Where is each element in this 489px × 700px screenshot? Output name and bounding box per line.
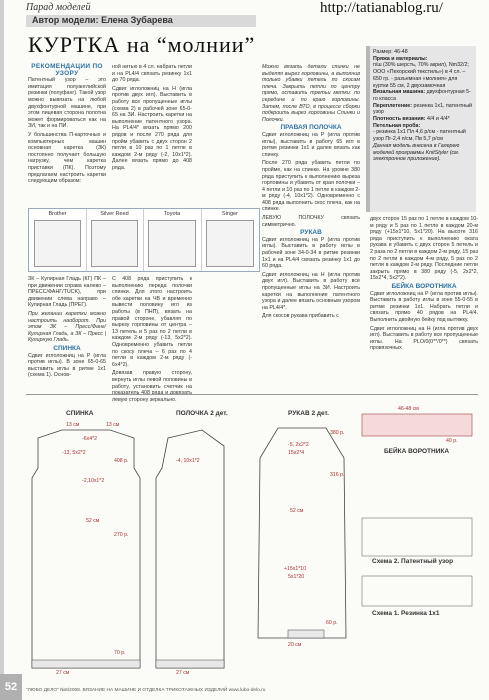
info-density-title: Плотность вязания: [373, 116, 426, 123]
col2-text-3: С 408 ряда приступить к выполнению переда полочки спинки. Для этого настроить обе каретки на ЧВ и временно вывести половину игл из работы (в ПНП), вязать на правой стороне, убавляя по вырезу горловины от центра – 13 петель и 5 раз по 2 петли в каждом 2-м ряду (-13, 5x2*2). Одновременно убавить петли по скосу плеча – 6 раз по 4 петли в каждом 2-м ряду (- 6x4*2). [112, 276, 192, 368]
scheme-2-grid [362, 518, 472, 556]
sleeve-cap-formula-1: -5, 2x2*2 [288, 442, 309, 448]
page-title: КУРТКА на “молнии” [28, 32, 256, 57]
collar-width: 46-48 см [398, 406, 419, 412]
info-loop: - резинка 1х1 Пл 4,6 р/см - патентный узор Пг-2,4 п/см, Пв 5,7 р/см [373, 129, 466, 143]
carriage-silver-reed: Silver Reed [86, 209, 144, 271]
info-note: Данная модель внесена в Галерею моделей программы KnitStyler (см. электронное приложение). [373, 142, 460, 163]
sleeve-inc-formula-1: +15x1*10 [284, 566, 307, 572]
col4-text-1: двух сторон 15 раз по 1 петле в каждом 10-м ряду и 5 раз по 1 петле в каждом 20-м ряду (+15x1*10, 5x1*20). На высоте 316 ряда приступить к выполнению оката рукава и убавить с двух сторон 5 петель и 2 раза по 2 петли в каждом 2-м ряду, 15 раз по 2 петли в каждом 4-м ряду, 5 раз по 2 петли в каждом 2-м ряду. Последние петли закрыть прямо в 380 ряду (-5, 2x2*2, 15x2*4, 5x2*2). [370, 216, 478, 282]
back-armhole-rows: 270 р. [114, 532, 129, 538]
column-4 [370, 216, 478, 354]
sleeve-cuff-width: 20 см [288, 642, 302, 648]
back-text: Сдвиг иглоложниц на Р (игла против иглы). В зоне 65-0-65 выставить иглы в ритме 1х1 (схема 1). Основ- [28, 352, 106, 379]
carriage-note: При желании каретки можно настроить наоборот. При этом ЗК – Пресс/Фанг/Кулирная Гладь, а ЗК – Пресс | Кулирную Гладь. [28, 310, 106, 344]
collar-heading: БЕЙКА ВОРОТНИКА [391, 282, 457, 290]
col2-text-4: Довязав правую сторону, вернуть иглы левой половины в работу, установить счетчик на левую сторону зеркально. [112, 370, 192, 403]
page-edge-band [0, 0, 4, 700]
back-ribbing [32, 660, 140, 668]
info-weave: резинка 1х1, патентный узор [373, 102, 472, 116]
front-label: ПОЛОЧКА 2 дет. [176, 410, 228, 417]
col2-text-1: ной нитью в 4 сл. набрать петли и на PL4/4 связать резинку 1х1 до 70 ряда. [112, 64, 192, 84]
sleeve-ribbing [288, 630, 324, 638]
front-text-2: После 270 ряда убавить петли по пройме, как на спинке. На уровне 380 ряда приступить к выполнению выреза горловины и убавить от края полочки – 4 петли и 10 раз по 1 петле в каждом 2-м ряду (-4, 10x1*2). Одновременно с 408 ряда выполнить скос плеча, как на спинке. [262, 160, 360, 213]
carriage-settings-table [28, 208, 260, 272]
info-yarn: п/ш (30% шерсть, 70% акрил), Nm32/2; ООО «Пехорский текстиль») в 4 сл. – 650 гр. - разъемная «молния» для куртки 55 см, 2 двухзамочная [373, 62, 469, 89]
column-2 [112, 64, 192, 174]
sleeve-outline [258, 428, 346, 638]
sleeve-text-3: Для скосов рукава прибавить с [262, 313, 339, 320]
scheme-2-label: Схема 2. Патентный узор [372, 558, 454, 565]
info-box [370, 46, 476, 212]
back-top-rows: 408 р. [114, 458, 129, 464]
pattern-divider [26, 394, 478, 395]
back-neck-width-left: 13 см [66, 422, 80, 428]
pattern-area [26, 398, 478, 680]
left-front-text: ЛЕВУЮ ПОЛОЧКУ связать симметрично. [262, 215, 360, 228]
collar-text-2: Сдвиг иглоложниц на Н (игла против двух игл). Выставить в работу все пропущенные иглы. На PLO/0(0**/0**) связать провязочных [370, 325, 478, 352]
footer-text: “ЛЮБО ДЕЛО” №6/2008. ВЯЗАНИЕ НА МАШИНЕ И ОТДЕЛКА ТРИКОТАЖНЫХ ИЗДЕЛИЙ www.lubo-delo.ru [26, 688, 266, 693]
back-rib-rows: 70 р. [114, 650, 126, 656]
column-2-lower [112, 276, 192, 405]
sleeve-label: РУКАВ 2 дет. [288, 410, 329, 417]
section-header: Парад моделей [26, 2, 91, 13]
sleeve-text: Сдвиг иглоложниц на Р (игла против иглы). Выставить в работу иглы в рабочей зоне 34-0-34 в ритме резинки 1х1 и на PL4/4 связать резинку 1х1 до 60 ряда. [262, 236, 360, 270]
col3-note: Можно вязать детали спинки не выделяя вырез горловины, а выполнив только убавки петель по скосам плеча. Закрыть петли по центру прямо, оставить третьи метки: по середине и по краю горловины. Затем, после ВТО, в процессе сборки подкроить вырез горловины Спинки и Полочки. [262, 64, 360, 123]
watermark-url[interactable]: http://tatianablog.ru/ [320, 0, 443, 16]
sleeve-cap-rows: 316 р. [330, 472, 345, 478]
info-density: 4/4 и 4/4* [427, 116, 450, 123]
back-label: СПИНКА [66, 410, 94, 417]
recommend-text: Патентный узор – это имитация полуанглийской резинки (полуфанг). Такой узор можно вывязать на любой двухфонтурной машине, при этом лицевая сторона полотна может формироваться как на ЗИ, так и на ПИ. [28, 77, 106, 130]
back-heading: СПИНКА [53, 344, 81, 352]
recommend-heading: РЕКОМЕНДАЦИИ ПО УЗОРУ [31, 63, 103, 77]
sleeve-heading: РУКАВ [300, 229, 322, 237]
column-3 [262, 64, 360, 322]
column-1 [28, 64, 106, 187]
collar-rows: 40 р. [446, 438, 458, 444]
sleeve-inc-formula-2: 5x1*20 [288, 574, 305, 580]
info-machine-title: Вязальная машина: [373, 89, 426, 96]
front-outline [156, 430, 224, 668]
column-1-lower [28, 276, 106, 381]
front-text: Сдвиг иглоложниц на Р (игла против иглы), выставить в работу 65 игл в ритме резинки 1х1 и далее вязать как спинку. [262, 131, 360, 158]
carriage-legend: ЗК – Кулирная Гладь (КГ) ПК – при движении справа налево – ПРЕСС/ФАНГ/TUCK), при движении слева направо – Кулирная Гладь (ПРЕГ). [28, 276, 106, 309]
front-neck-formula: -4, 10x1*2 [176, 458, 200, 464]
collar-label: БЕЙКА ВОРОТНИКА [384, 448, 450, 455]
page-number: 52 [0, 674, 22, 700]
info-loop-title: Петельная проба: [373, 122, 421, 129]
back-outline [32, 430, 140, 668]
author-line: Автор модели: Елена Зубарева [32, 15, 173, 25]
info-yarn-title: Пряжа и материалы: [373, 55, 428, 62]
back-neck-width-right: 13 см [106, 422, 120, 428]
carriage-text: У большинства П-карточных и компьютерных машин основная каретка (ЗК) постоянно получает большую нагрузку, чем каретка приставки (ПК). Поэтому предлагаем настроить каретки следующим образом: [28, 131, 106, 185]
front-heading: ПРАВАЯ ПОЛОЧКА [280, 124, 342, 132]
sleeve-cap-formula-2: 15x2*4 [288, 450, 305, 456]
back-shoulder-formula: -6x4*2 [82, 436, 97, 442]
back-width-mid: 52 см [86, 518, 100, 524]
collar-text: Сдвиг иглоложниц на Р (игла против иглы). Выставить в работу иглы в зоне 55-0-55 в ритме резинки 1х1. Набрать петли и связать прямо 40 рядов на PL4/4. Выполнить двойную бейку под вытяжку. [370, 290, 478, 323]
scheme-1-label: Схема 1. Резинка 1х1 [372, 610, 440, 617]
carriage-singer: Singer [201, 209, 259, 271]
back-armhole-formula: -2,10x1*2 [82, 478, 105, 484]
sleeve-top-rows: 380 р. [330, 430, 345, 436]
sleeve-width-mid: 52 см [290, 508, 304, 514]
carriage-toyota: Toyota [143, 209, 202, 271]
info-machine: двухфонтурная 5-го класса [373, 89, 471, 102]
info-size: Размер: 46-48 [373, 49, 408, 55]
back-width-bottom: 27 см [56, 670, 70, 676]
back-neck-formula: -13, 5x2*2 [62, 450, 86, 456]
scheme-1-grid [362, 576, 472, 606]
sleeve-rib-rows: 60 р. [326, 620, 338, 626]
front-width-bottom: 27 см [176, 670, 190, 676]
collar-band [362, 414, 472, 436]
front-ribbing [156, 660, 224, 668]
info-weave-title: Переплетение: [373, 102, 413, 109]
sleeve-text-2: Сдвиг иглоложниц на Н (игла против двух игл). Выставить в работу все пропущенные иглы на ЗИ. Настроить каретки на выполнение патентного узора и далее вязать основным узором на PL4/4*. [262, 271, 360, 311]
col2-text-2: Сдвиг иглоложниц на Н (игла против двух игл). Выставить в работу все пропущенные иглы (схема 2) в рабочей зоне 65-0-65 на ЗИ. Настроить каретки на выполнение патентного узора. На PL4/4* вязать прямо 200 рядов и после 270 ряда для пройм убавить с двух сторон 2 петли в 10 раз по 1 петле в каждом 2-м ряду (-2, 10x1*2). Далее вязать прямо до 408 ряда. [112, 85, 192, 171]
carriage-brother: Brother [29, 209, 87, 271]
